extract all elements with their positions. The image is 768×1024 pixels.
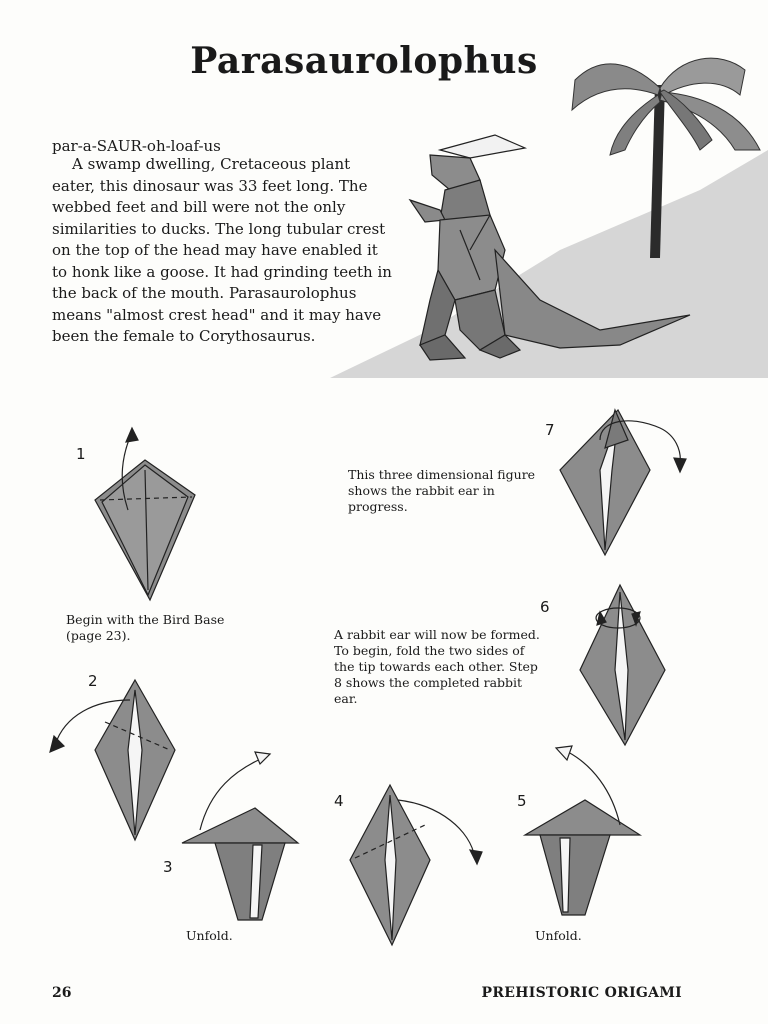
step-5-number: 5 (517, 792, 527, 810)
page-number: 26 (52, 985, 72, 1001)
step-1-diagram (95, 428, 195, 600)
step-7-caption: This three dimensional figure shows the rabbit ear in progress. (348, 467, 536, 514)
step-3-number: 3 (163, 858, 173, 876)
step-1-caption: Begin with the Bird Base (page 23). (66, 612, 225, 643)
step-1-number: 1 (76, 445, 86, 463)
page-title: Parasaurolophus (190, 40, 538, 82)
step-6-diagram (580, 585, 665, 745)
step-7-number: 7 (545, 421, 555, 439)
pronunciation: par-a-SAUR-oh-loaf-us (52, 137, 221, 155)
book-title: PREHISTORIC ORIGAMI (481, 985, 682, 1001)
step-2-diagram (50, 680, 175, 840)
step-5-caption: Unfold. (535, 928, 582, 943)
step-6-caption: A rabbit ear will now be formed. To begin, fold the two sides of the tip towards each other. Step 8 shows the completed rabbit ear. (334, 627, 540, 706)
step-4-diagram (350, 785, 482, 945)
step-3-caption: Unfold. (186, 928, 233, 943)
step-2-number: 2 (88, 672, 98, 690)
step-4-number: 4 (334, 792, 344, 810)
intro-paragraph: A swamp dwelling, Cretaceous plant eater, this dinosaur was 33 feet long. The webbed feet and bill were not the only similarities to ducks. The long tubular crest on the top of the head may have enabled it to honk like a goose. It had grinding teeth in the back of the mouth. Parasaurolophus means "almost crest head" and it may have been the female to Corythosaurus. (52, 155, 392, 345)
step-5-diagram (525, 746, 640, 915)
step-7-diagram (560, 410, 686, 555)
step-3-diagram (182, 752, 298, 920)
step-6-number: 6 (540, 598, 550, 616)
